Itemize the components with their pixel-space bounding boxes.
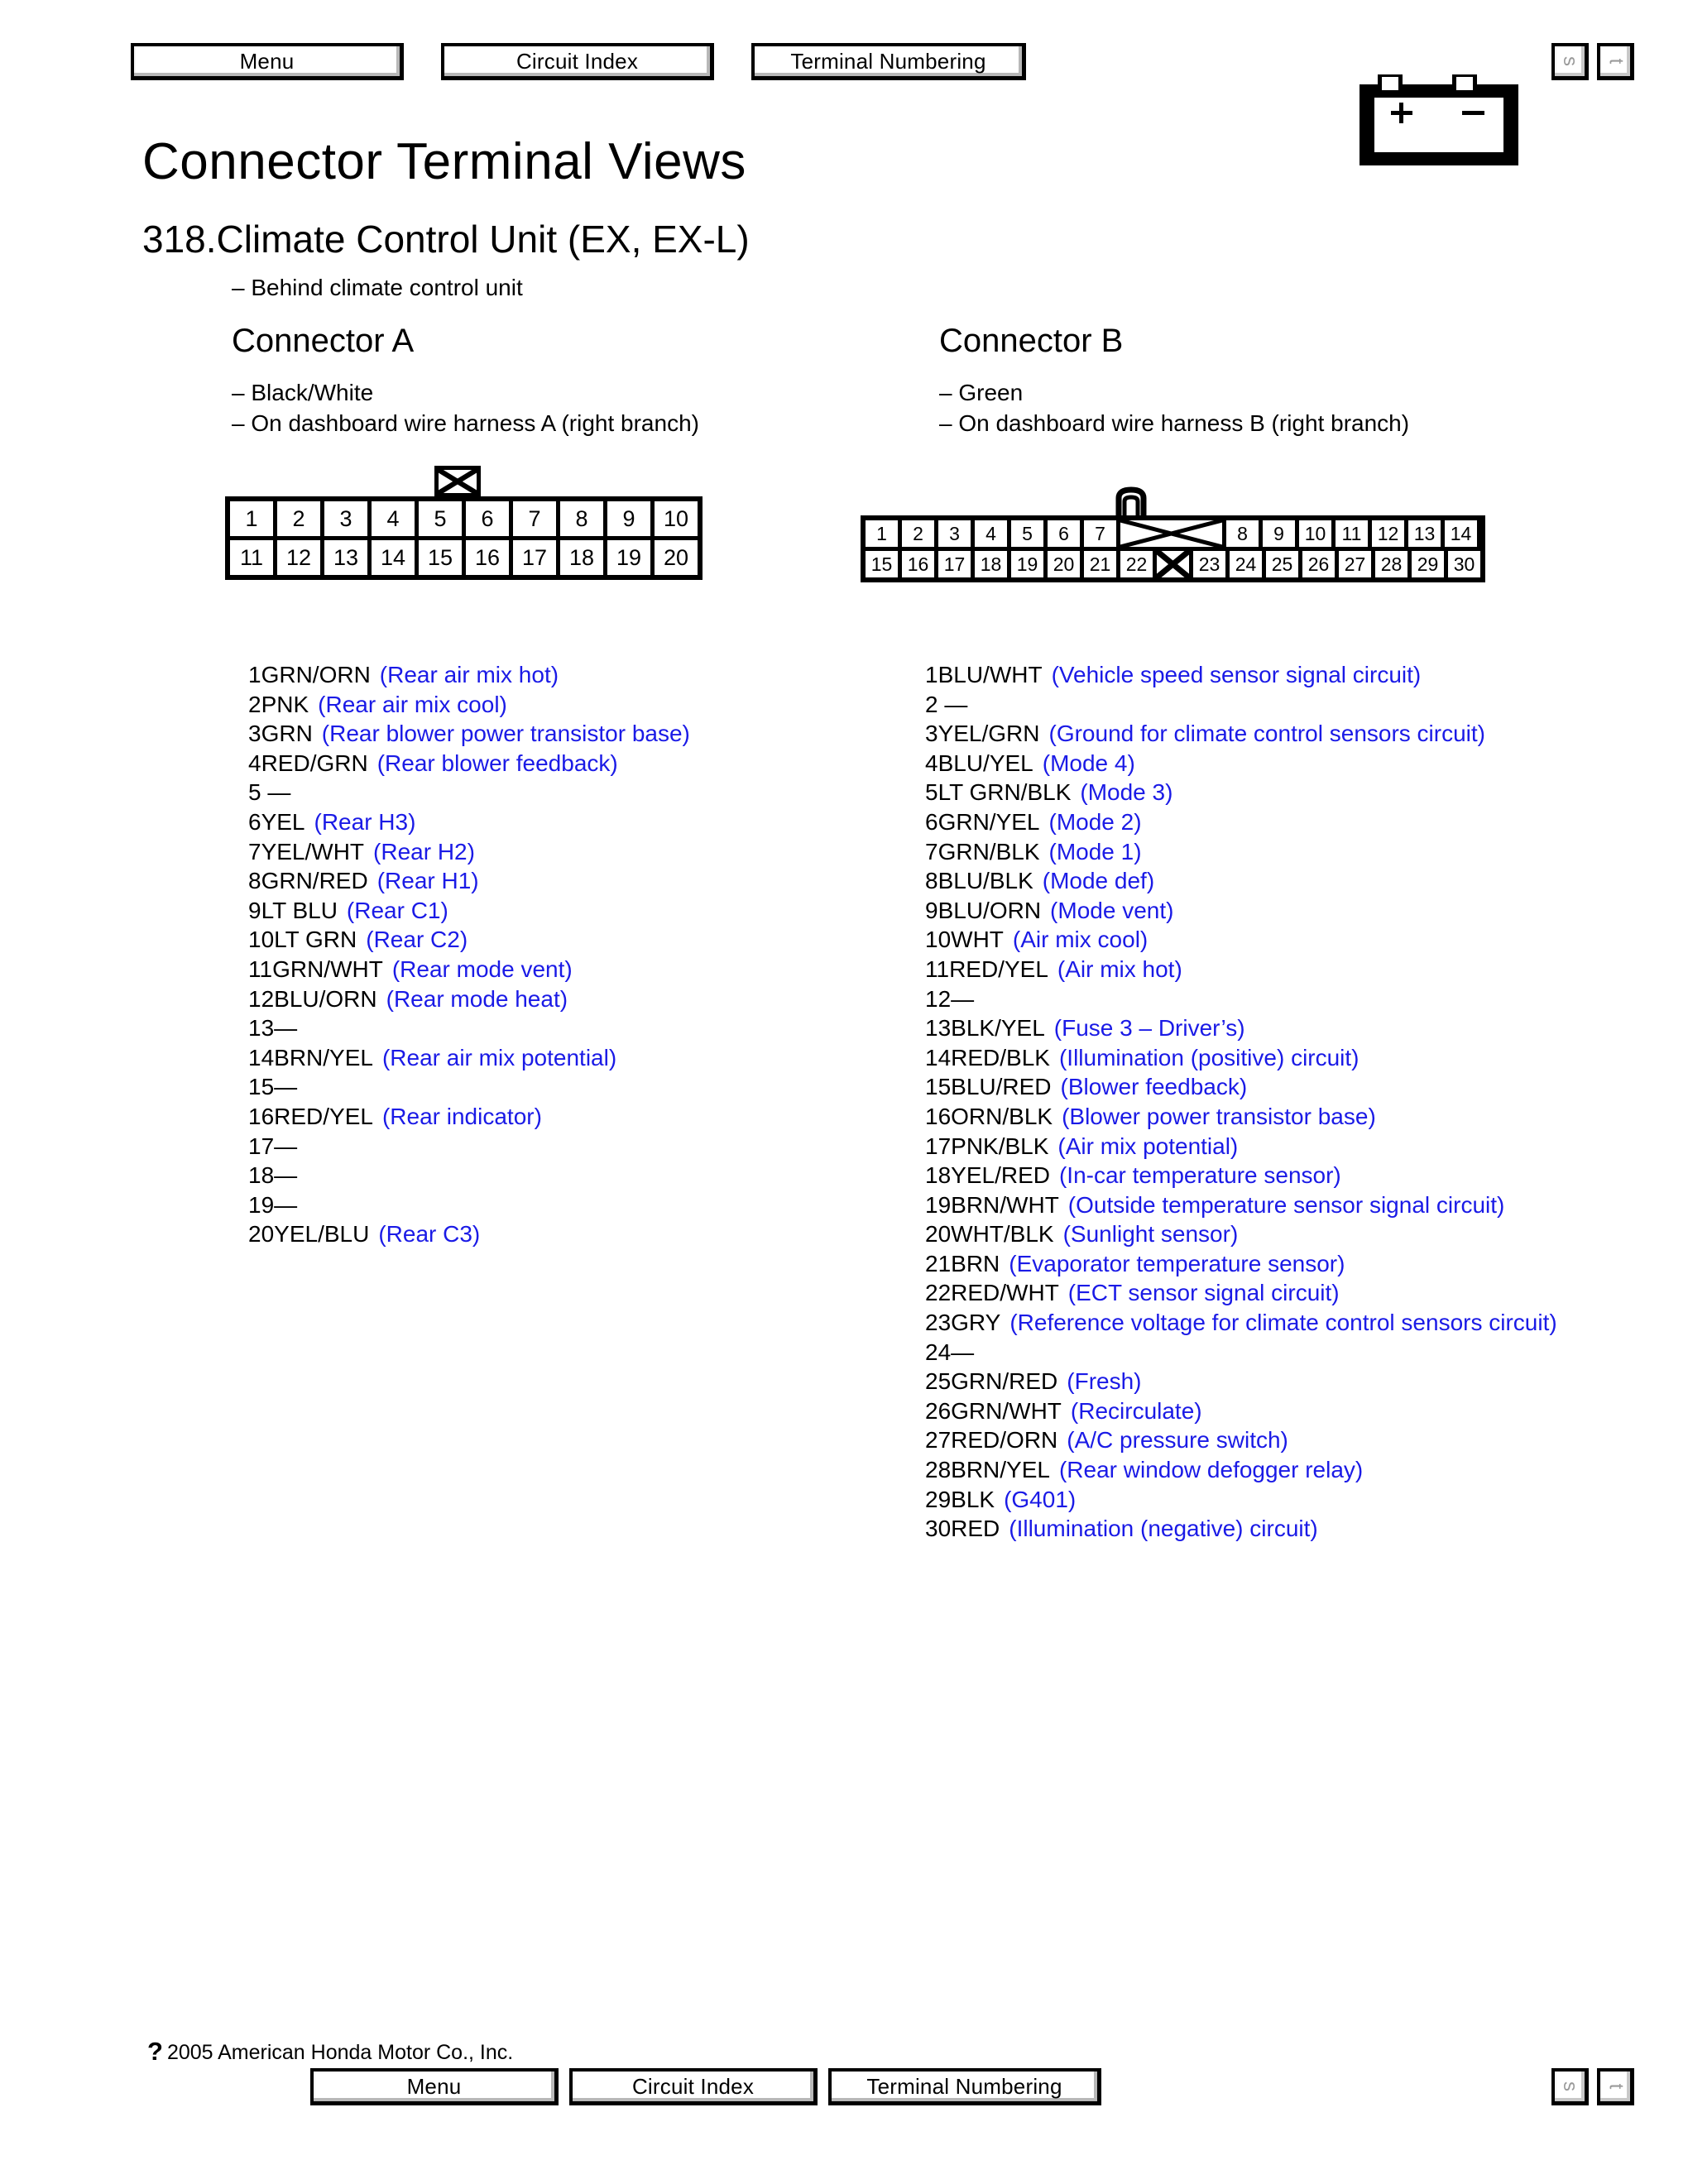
- pin-row: [925, 749, 1637, 778]
- pin-identifier: 1GRN/ORN: [248, 662, 371, 687]
- terminal-cell: 22: [1120, 551, 1153, 577]
- pin-row: [248, 778, 844, 807]
- terminal-cell: 13: [1408, 520, 1441, 547]
- pin-description: (Rear C1): [346, 897, 448, 923]
- pin-row: [925, 1455, 1637, 1485]
- pin-identifier: 19—: [248, 1191, 298, 1218]
- previous-page-glyph: s: [1559, 2081, 1581, 2091]
- pin-description: (Rear indicator): [381, 1103, 542, 1129]
- pin-row: [248, 1190, 844, 1220]
- pin-description: (Sunlight sensor): [1062, 1221, 1239, 1248]
- pin-row: [925, 719, 1637, 749]
- pin-row: [925, 1249, 1637, 1279]
- terminal-cell: 2: [277, 501, 320, 536]
- connector-a-color: – Black/White: [232, 380, 374, 405]
- terminal-cell: 15: [866, 551, 898, 577]
- previous-page-button-top[interactable]: [1551, 43, 1589, 80]
- connector-a-grid-row-top: [230, 501, 698, 536]
- terminal-cell: 27: [1339, 551, 1371, 577]
- pin-identifier: 13—: [248, 1015, 298, 1042]
- pin-row: [248, 984, 844, 1014]
- pin-identifier: 10LT GRN: [248, 927, 357, 953]
- terminal-cell: 17: [938, 551, 971, 577]
- connector-b-harness: – On dashboard wire harness B (right branch): [939, 410, 1410, 436]
- pin-description: (Mode def): [1042, 868, 1155, 894]
- pin-row: [925, 984, 1637, 1014]
- pin-row: [925, 1102, 1637, 1132]
- next-page-glyph: t: [1604, 2083, 1627, 2090]
- connector-b-color: – Green: [939, 380, 1024, 405]
- terminal-cell: 4: [975, 520, 1007, 547]
- pin-description: (Rear C2): [366, 927, 468, 953]
- terminal-cell-blank: [1120, 520, 1222, 547]
- pin-identifier: 8GRN/RED: [248, 868, 368, 894]
- connector-a-harness: – On dashboard wire harness A (right branch): [232, 410, 699, 436]
- connector-a-header-block: [232, 323, 699, 439]
- terminal-cell: 5: [1011, 520, 1043, 547]
- pin-identifier: 14BRN/YEL: [248, 1044, 373, 1070]
- pin-row: [248, 1102, 844, 1132]
- pin-row: [925, 807, 1637, 837]
- pin-identifier: 30RED: [925, 1516, 1000, 1542]
- pin-description: (Rear blower power transistor base): [321, 721, 690, 747]
- terminal-cell: 25: [1266, 551, 1298, 577]
- pin-description: (Rear mode heat): [386, 985, 568, 1012]
- terminal-cell: 30: [1448, 551, 1480, 577]
- pin-row: [925, 1161, 1637, 1190]
- pin-row: [925, 896, 1637, 926]
- terminal-cell: 20: [655, 540, 698, 575]
- pin-identifier: 25GRN/RED: [925, 1368, 1058, 1395]
- pin-row: [925, 1132, 1637, 1161]
- pin-description: (Rear H3): [314, 808, 416, 835]
- pin-description: (Mode 3): [1080, 779, 1173, 806]
- terminal-cell: 6: [466, 501, 509, 536]
- terminal-cell: 9: [1263, 520, 1295, 547]
- pin-row: [248, 955, 844, 984]
- pin-row: [925, 1219, 1637, 1249]
- connector-b-terminal-grid: [861, 515, 1485, 582]
- pin-row: [925, 866, 1637, 896]
- bottom-corner-navigation: [1551, 2068, 1634, 2105]
- pin-description: (Rear air mix cool): [318, 691, 507, 717]
- top-navigation-bar: [131, 43, 1026, 80]
- terminal-cell: 16: [902, 551, 934, 577]
- pin-row: [248, 896, 844, 926]
- pin-row: [925, 1013, 1637, 1043]
- pin-identifier: 4BLU/YEL: [925, 750, 1033, 776]
- terminal-cell: 12: [277, 540, 320, 575]
- terminal-cell: 14: [372, 540, 415, 575]
- terminal-cell: 11: [230, 540, 273, 575]
- connector-a-terminal-grid: [225, 496, 703, 580]
- terminal-cell: 19: [1011, 551, 1043, 577]
- pin-row: [248, 660, 844, 690]
- connector-b-heading: Connector B: [939, 323, 1124, 359]
- pin-identifier: 24—: [925, 1339, 975, 1365]
- pin-row: [248, 1219, 844, 1249]
- connector-b-diagram: [861, 515, 1485, 582]
- previous-page-button-bottom[interactable]: [1551, 2068, 1589, 2105]
- pin-row: [248, 1043, 844, 1073]
- pin-identifier: 15—: [248, 1074, 298, 1100]
- pin-identifier: 5LT GRN/BLK: [925, 779, 1072, 806]
- terminal-cell: 15: [419, 540, 462, 575]
- connector-a-latch-tab-icon: [434, 466, 481, 497]
- terminal-cell: 11: [1336, 520, 1368, 547]
- pin-identifier: 3GRN: [248, 721, 313, 747]
- terminal-cell: 8: [1226, 520, 1259, 547]
- pin-row: [248, 837, 844, 867]
- connector-a-pin-list: [248, 660, 844, 1249]
- pin-row: [925, 660, 1637, 690]
- circuit-index-button-top[interactable]: Circuit Index: [441, 43, 714, 80]
- pin-identifier: 22RED/WHT: [925, 1280, 1059, 1306]
- pin-description: (Air mix cool): [1012, 927, 1149, 953]
- pin-identifier: 2 —: [925, 691, 968, 717]
- pin-row: [248, 807, 844, 837]
- pin-description: (Illumination (positive) circuit): [1058, 1044, 1360, 1070]
- terminal-cell: 17: [513, 540, 556, 575]
- pin-description: (Evaporator temperature sensor): [1009, 1250, 1345, 1276]
- pin-identifier: 28BRN/YEL: [925, 1457, 1050, 1483]
- terminal-cell: 1: [866, 520, 898, 547]
- pin-identifier: 7YEL/WHT: [248, 838, 365, 864]
- terminal-cell: 21: [1084, 551, 1116, 577]
- pin-row: [925, 1308, 1637, 1338]
- pin-identifier: 18—: [248, 1162, 298, 1189]
- pin-description: (Air mix hot): [1057, 956, 1182, 982]
- pin-row: [248, 719, 844, 749]
- pin-description: (Rear blower feedback): [376, 750, 618, 776]
- connector-b-header-block: [939, 323, 1409, 439]
- pin-row: [925, 1396, 1637, 1426]
- pin-description: (Fuse 3 – Driver’s): [1053, 1015, 1245, 1042]
- pin-identifier: 5 —: [248, 779, 291, 806]
- pin-description: (Mode vent): [1050, 897, 1174, 923]
- terminal-cell: 12: [1372, 520, 1404, 547]
- battery-icon: [1360, 74, 1518, 165]
- pin-row: [925, 955, 1637, 984]
- pin-identifier: 17—: [248, 1133, 298, 1159]
- terminal-cell: 7: [1084, 520, 1116, 547]
- pin-identifier: 1BLU/WHT: [925, 662, 1043, 687]
- pin-identifier: 12—: [925, 985, 975, 1012]
- pin-description: (Vehicle speed sensor signal circuit): [1051, 662, 1422, 687]
- terminal-cell: 9: [607, 501, 650, 536]
- pin-identifier: 26GRN/WHT: [925, 1397, 1062, 1424]
- pin-description: (Reference voltage for climate control sensors circuit): [1009, 1310, 1557, 1336]
- pin-description: (Rear H1): [376, 868, 479, 894]
- next-page-button-bottom[interactable]: [1597, 2068, 1634, 2105]
- pin-row: [248, 1132, 844, 1161]
- copyright-text: 2005 American Honda Motor Co., Inc.: [166, 2041, 514, 2064]
- pin-identifier: 23GRY: [925, 1310, 1001, 1336]
- pin-identifier: 12BLU/ORN: [248, 985, 377, 1012]
- pin-description: (Fresh): [1067, 1368, 1142, 1395]
- terminal-cell: 3: [324, 501, 367, 536]
- terminal-cell: 5: [419, 501, 462, 536]
- connector-a-grid-row-bottom: [230, 540, 698, 575]
- pin-row: [248, 690, 844, 720]
- pin-row: [248, 1161, 844, 1190]
- pin-identifier: 9BLU/ORN: [925, 897, 1042, 923]
- pin-identifier: 16RED/YEL: [248, 1103, 373, 1129]
- pin-row: [925, 1043, 1637, 1073]
- pin-identifier: 29BLK: [925, 1486, 995, 1512]
- pin-description: (Ground for climate control sensors circuit): [1048, 721, 1486, 747]
- section-location-note: – Behind climate control unit: [232, 275, 523, 300]
- pin-description: (Rear air mix potential): [381, 1044, 617, 1070]
- pin-identifier: 4RED/GRN: [248, 750, 368, 776]
- next-page-glyph: t: [1604, 58, 1627, 65]
- pin-description: (Blower feedback): [1060, 1074, 1248, 1100]
- connector-a-diagram: [225, 496, 703, 580]
- pin-identifier: 3YEL/GRN: [925, 721, 1040, 747]
- pin-identifier: 17PNK/BLK: [925, 1133, 1049, 1159]
- pin-identifier: 13BLK/YEL: [925, 1015, 1045, 1042]
- pin-row: [925, 925, 1637, 955]
- terminal-cell: 6: [1048, 520, 1080, 547]
- connector-a-heading: Connector A: [232, 323, 415, 359]
- previous-page-glyph: s: [1559, 56, 1581, 66]
- bottom-navigation-bar: [310, 2068, 1101, 2105]
- pin-row: [925, 1338, 1637, 1367]
- pin-row: [248, 749, 844, 778]
- pin-description: (A/C pressure switch): [1067, 1427, 1288, 1454]
- terminal-cell-blank: [1157, 551, 1189, 577]
- pin-identifier: 8BLU/BLK: [925, 868, 1033, 894]
- pin-row: [925, 1278, 1637, 1308]
- pin-row: [925, 690, 1637, 720]
- page-title: Connector Terminal Views: [142, 133, 746, 190]
- pin-description: (In-car temperature sensor): [1058, 1162, 1341, 1189]
- terminal-cell: 10: [1299, 520, 1331, 547]
- copyright-mark: ?: [147, 2037, 163, 2066]
- terminal-cell: 23: [1193, 551, 1225, 577]
- connector-b-grid-row-top: [866, 520, 1480, 547]
- connector-b-latch-tab-icon: [1106, 486, 1156, 516]
- pin-identifier: 9LT BLU: [248, 897, 338, 923]
- pin-description: (Mode 1): [1048, 838, 1142, 864]
- pin-row: [925, 1190, 1637, 1220]
- pin-identifier: 14RED/BLK: [925, 1044, 1050, 1070]
- terminal-cell: 18: [560, 540, 603, 575]
- pin-identifier: 6YEL: [248, 808, 305, 835]
- pin-description: (Recirculate): [1070, 1397, 1202, 1424]
- top-corner-navigation: [1551, 43, 1634, 80]
- connector-b-grid-row-bottom: [866, 551, 1480, 577]
- pin-description: (Air mix potential): [1057, 1133, 1239, 1159]
- pin-description: (Rear H2): [373, 838, 475, 864]
- pin-identifier: 6GRN/YEL: [925, 808, 1040, 835]
- pin-identifier: 20WHT/BLK: [925, 1221, 1054, 1248]
- pin-row: [925, 1072, 1637, 1102]
- pin-description: (Mode 4): [1042, 750, 1135, 776]
- terminal-cell: 14: [1445, 520, 1477, 547]
- terminal-numbering-button-bottom[interactable]: Terminal Numbering: [828, 2068, 1101, 2105]
- menu-button-top[interactable]: Menu: [131, 43, 404, 80]
- pin-row: [248, 925, 844, 955]
- pin-row: [925, 837, 1637, 867]
- terminal-cell: 13: [324, 540, 367, 575]
- terminal-cell: 1: [230, 501, 273, 536]
- pin-row: [925, 778, 1637, 807]
- pin-identifier: 10WHT: [925, 927, 1004, 953]
- pin-description: (G401): [1004, 1486, 1077, 1512]
- pin-row: [925, 1514, 1637, 1544]
- terminal-cell: 8: [560, 501, 603, 536]
- pin-description: (Outside temperature sensor signal circuit): [1067, 1191, 1505, 1218]
- pin-row: [925, 1367, 1637, 1396]
- terminal-cell: 3: [938, 520, 971, 547]
- pin-identifier: 11GRN/WHT: [248, 956, 383, 982]
- circuit-index-button-bottom[interactable]: Circuit Index: [569, 2068, 818, 2105]
- terminal-cell: 16: [466, 540, 509, 575]
- pin-row: [925, 1425, 1637, 1455]
- terminal-cell: 4: [372, 501, 415, 536]
- pin-identifier: 15BLU/RED: [925, 1074, 1052, 1100]
- pin-description: (Blower power transistor base): [1062, 1103, 1376, 1129]
- pin-row: [248, 1072, 844, 1102]
- pin-identifier: 20YEL/BLU: [248, 1221, 370, 1248]
- terminal-cell: 2: [902, 520, 934, 547]
- pin-identifier: 2PNK: [248, 691, 309, 717]
- pin-identifier: 27RED/ORN: [925, 1427, 1058, 1454]
- terminal-cell: 28: [1375, 551, 1407, 577]
- terminal-cell: 7: [513, 501, 556, 536]
- terminal-numbering-button-top[interactable]: Terminal Numbering: [751, 43, 1026, 80]
- pin-identifier: 18YEL/RED: [925, 1162, 1050, 1189]
- menu-button-bottom[interactable]: Menu: [310, 2068, 559, 2105]
- next-page-button-top[interactable]: [1597, 43, 1634, 80]
- pin-description: (Rear window defogger relay): [1058, 1457, 1364, 1483]
- pin-identifier: 16ORN/BLK: [925, 1103, 1053, 1129]
- pin-description: (Rear mode vent): [391, 956, 573, 982]
- pin-description: (Rear air mix hot): [379, 662, 559, 687]
- terminal-cell: 26: [1302, 551, 1335, 577]
- section-title: 318.Climate Control Unit (EX, EX-L): [142, 218, 750, 261]
- pin-identifier: 21BRN: [925, 1250, 1000, 1276]
- pin-description: (ECT sensor signal circuit): [1067, 1280, 1340, 1306]
- pin-identifier: 11RED/YEL: [925, 956, 1048, 982]
- pin-row: [925, 1485, 1637, 1515]
- copyright-notice: [147, 2037, 513, 2067]
- pin-row: [248, 866, 844, 896]
- terminal-cell: 10: [655, 501, 698, 536]
- pin-row: [248, 1013, 844, 1043]
- pin-description: (Rear C3): [378, 1221, 481, 1248]
- terminal-cell: 20: [1048, 551, 1080, 577]
- terminal-cell: 24: [1230, 551, 1262, 577]
- pin-description: (Mode 2): [1048, 808, 1142, 835]
- pin-identifier: 7GRN/BLK: [925, 838, 1040, 864]
- terminal-cell: 18: [975, 551, 1007, 577]
- pin-description: (Illumination (negative) circuit): [1009, 1516, 1318, 1542]
- pin-identifier: 19BRN/WHT: [925, 1191, 1059, 1218]
- connector-b-pin-list: [925, 660, 1637, 1544]
- terminal-cell: 29: [1412, 551, 1444, 577]
- terminal-cell: 19: [607, 540, 650, 575]
